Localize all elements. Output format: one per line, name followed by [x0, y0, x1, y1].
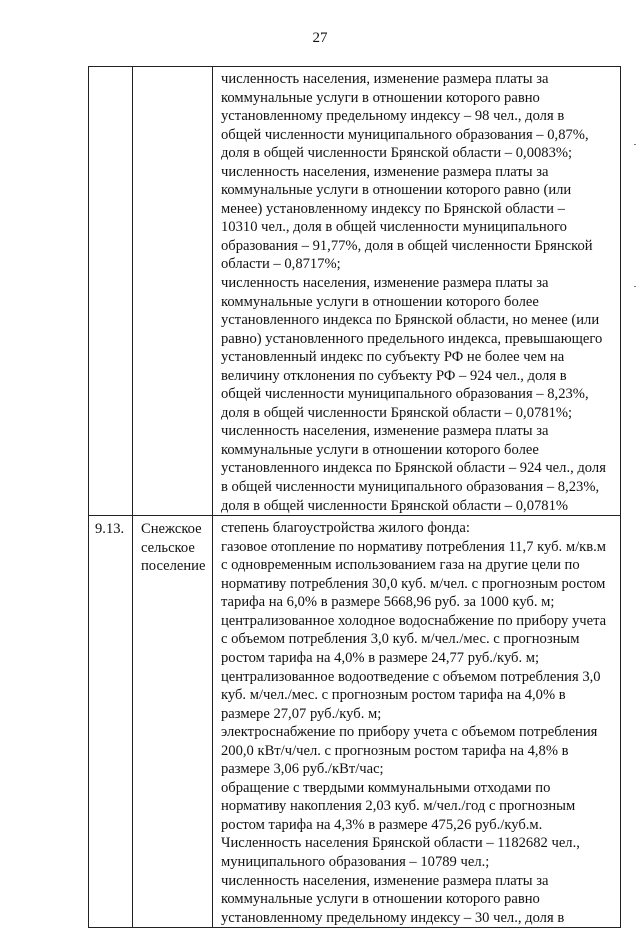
text-line: установленного индекса по Брянской области, но менее (или [221, 312, 600, 329]
text-line: коммунальные услуги в отношении которого равно (или [221, 182, 572, 199]
table-row-continued [89, 67, 621, 516]
text-line: в общей численности муниципального образования – 8,23%, [221, 479, 600, 496]
text-line: ростом тарифа на 4,0% в размере 24,77 руб./куб. м; [221, 649, 540, 666]
text-line: газовое отопление по нормативу потребления 11,7 куб. м/кв.м [221, 538, 606, 555]
text-line: Численность населения Брянской области – 1182682 чел., [221, 835, 580, 852]
text-line: доля в общей численности Брянской области – 0,0781%; [221, 404, 573, 421]
description-cell-9-13 [213, 516, 621, 928]
text-line: численность населения, изменение размера платы за [221, 872, 549, 889]
row-number-cell-empty [89, 67, 133, 516]
settlement-name-line: сельское [141, 539, 195, 556]
document-table [88, 66, 621, 928]
settlement-name [133, 516, 213, 928]
text-line: с одновременным использованием газа на другие цели по [221, 557, 580, 574]
settlement-name-line: Снежское [141, 521, 202, 538]
text-line: численность населения, изменение размера платы за [221, 71, 549, 87]
scan-edge-mark [634, 286, 636, 287]
description-cell-continued [213, 67, 621, 516]
text-line: размере 3,06 руб./кВт/час; [221, 761, 384, 778]
text-line: образования – 91,77%, доля в общей численности Брянской [221, 237, 593, 254]
text-line: менее) установленному индексу по Брянской области – [221, 200, 565, 217]
text-line: электроснабжение по прибору учета с объемом потребления [221, 724, 598, 741]
text-line: нормативу потребления 30,0 куб. м/чел. с прогнозным ростом [221, 575, 606, 592]
page-number: 27 [312, 30, 328, 46]
text-line: установленного индекса по Брянской области – 924 чел., доля [221, 460, 606, 477]
text-line: установленному предельному индексу – 30 чел., доля в [221, 909, 565, 926]
text-line: нормативу накопления 2,03 куб. м/чел./год с прогнозным [221, 798, 576, 815]
settlement-name-cell-empty [133, 67, 213, 516]
text-line: доля в общей численности Брянской области – 0,0781% [221, 497, 569, 514]
text-line: доля в общей численности Брянской области – 0,0083%; [221, 145, 573, 162]
text-line: равно) установленного предельного индекса, превышающего [221, 330, 603, 347]
text-line: величину отклонения по субъекту РФ – 924 чел., доля в [221, 367, 567, 384]
settlement-name-line: поселение [141, 558, 206, 575]
scan-edge-mark [634, 144, 636, 145]
text-line: размере 27,07 руб./куб. м; [221, 705, 382, 722]
text-line: степень благоустройства жилого фонда: [221, 520, 470, 537]
text-line: области – 0,8717%; [221, 256, 341, 273]
text-line: общей численности муниципального образования – 8,23%, [221, 386, 589, 403]
text-line: куб. м/чел./мес. с прогнозным ростом тарифа на 4,0% в [221, 687, 566, 704]
text-line: установленный индекс по субъекту РФ не более чем на [221, 349, 565, 366]
text-line: централизованное холодное водоснабжение по прибору учета [221, 612, 607, 629]
text-line: централизованное водоотведение с объемом потребления 3,0 [221, 668, 601, 685]
text-line: установленному предельному индексу – 98 чел., доля в [221, 108, 565, 125]
text-line: муниципального образования – 10789 чел.; [221, 853, 490, 870]
text-line: численность населения, изменение размера платы за [221, 423, 549, 440]
text-line: 200,0 кВт/ч/чел. с прогнозным ростом тарифа на 4,8% в [221, 742, 569, 759]
text-line: коммунальные услуги в отношении которого равно [221, 891, 540, 908]
row-number: 9.13. [89, 516, 133, 928]
text-line: коммунальные услуги в отношении которого более [221, 293, 539, 310]
text-line: коммунальные услуги в отношении которого равно [221, 89, 540, 106]
table-row-9-13 [89, 516, 621, 928]
text-line: численность населения, изменение размера платы за [221, 275, 549, 292]
text-line: тарифа на 6,0% в размере 5668,96 руб. за 1000 куб. м; [221, 594, 555, 611]
text-line: численность населения, изменение размера платы за [221, 163, 549, 180]
text-line: с объемом потребления 3,0 куб. м/чел./мес. с прогнозным [221, 631, 580, 648]
text-line: ростом тарифа на 4,3% в размере 475,26 руб./куб.м. [221, 816, 543, 833]
text-line: общей численности муниципального образования – 0,87%, [221, 126, 589, 143]
text-line: коммунальные услуги в отношении которого более [221, 441, 539, 458]
text-line: 10310 чел., доля в общей численности муниципального [221, 219, 567, 236]
text-line: обращение с твердыми коммунальными отходами по [221, 779, 551, 796]
